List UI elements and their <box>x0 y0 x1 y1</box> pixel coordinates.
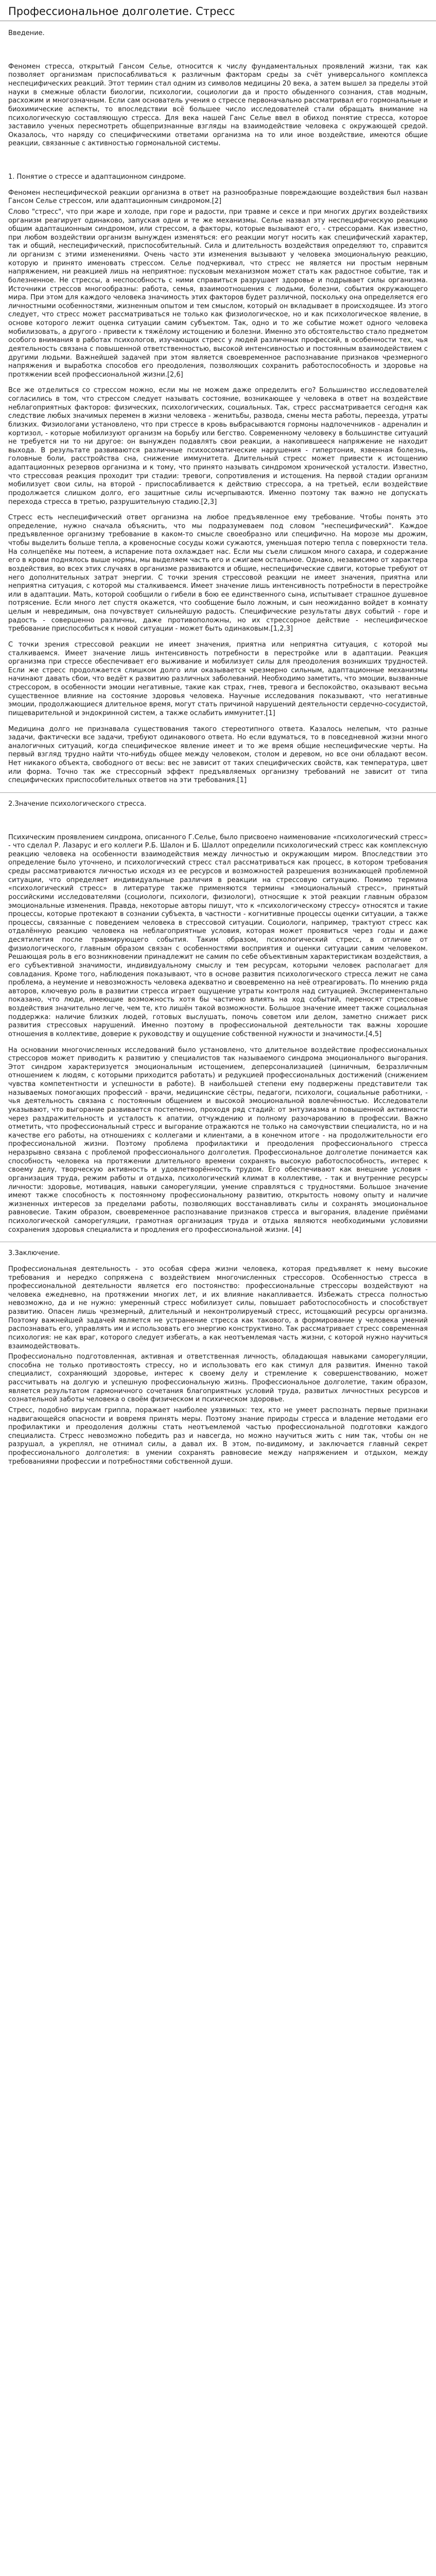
conclusion-paragraph: Профессионально подготовленная, активная и ответственная личность, обладающая навыками саморегуляции, способна не только противостоять стрессу, но и использовать его как стимул для развития. Именно такой специалист, сохраняющий здоровье, интерес к своему делу и стремление к совершенствованию, может рассчитывать на долгую и успешную профессиональную жизнь. Профессиональное долголетие, таким образом, является результатом гармоничного сочетания благоприятных условий труда, развитых личностных ресурсов и сознательной заботы человека о своём физическом и психическом здоровье. <box>8 1353 428 1404</box>
section1-paragraph: Феномен неспецифической реакции организма в ответ на разнообразные повреждающие воздействия был назван Гансом Селье стрессом, или адаптационным синдромом.[2] <box>8 189 428 206</box>
spacer <box>0 1242 436 1249</box>
spacer <box>0 506 436 514</box>
spacer <box>0 1039 436 1046</box>
spacer <box>0 718 436 725</box>
spacer <box>0 1234 436 1242</box>
section1-heading: 1. Понятие о стрессе и адаптационном синдроме. <box>8 173 186 181</box>
intro-heading: Введение. <box>8 29 45 38</box>
spacer <box>0 809 436 834</box>
spacer <box>0 182 436 189</box>
section2-heading: 2.Значение психологического стресса. <box>8 800 147 808</box>
spacer <box>0 379 436 386</box>
section1-paragraph: Стресс есть неспецифический ответ организма на любое предъявленное ему требование. Чтобы понять это определение, нужно сначала объяснить, что мы подразумеваем под словом "неспецифический". Каждое предъявленное организму требование в каком-то смысле своеобразно или специфично. На морозе мы дрожим, чтобы выделить больше тепла, а кровеносные сосуды кожи сужаются, уменьшая потерю тепла с поверхности тела. На солнцепёке мы потеем, а испарение пота охлаждает нас. Если мы съели слишком много сахара, и содержание его в крови поднялось выше нормы, мы выделяем часть его и сжигаем остальное. Однако, независимо от характера воздействия, во всех этих случаях в организме развиваются и общие, неспецифические сдвиги, которые требуют от него дополнительных затрат энергии. С точки зрения стрессовой реакции не имеет значения, приятна или неприятна ситуация, с которой мы сталкиваемся. Имеет значение лишь интенсивность потребности в перестройке или в адаптации. Мать, которой сообщили о гибели в бою ее единственного сына, испытывает страшное душевное потрясение. Если много лет спустя окажется, что сообщение было ложным, и сын неожиданно войдет в комнату целым и невредимым, она почувствует сильнейшую радость. Специфические результаты двух событий - горе и радость - совершенно различны, даже противоположны, но их стрессорное действие - неспецифическое требование приспособиться к новой ситуации - может быть одинаковым.[1,2,3] <box>8 514 428 633</box>
conclusion-paragraph: Профессиональная деятельность - это особая сфера жизни человека, которая предъявляет к нему высокие требования и нередко сопряжена с воздействием многочисленных стрессоров. Особенностью стресса в профессиональной деятельности является его постоянство: профессиональные стрессоры воздействуют на человека ежедневно, на протяжении многих лет, и их влияние накапливается. Избежать стресса полностью невозможно, да и не нужно: умеренный стресс мобилизует силы, повышает работоспособность и способствует развитию. Опасен лишь чрезмерный, длительный и неконтролируемый стресс, истощающий ресурсы организма. Поэтому важнейшей задачей является не устранение стресса как такового, а формирование у человека умений распознавать его, управлять им и использовать его энергию конструктивно. Так рассматривает стресс современная психология: не как враг, которого следует избегать, а как неотъемлемая часть жизни, с которой нужно научиться взаимодействовать. <box>8 1265 428 1350</box>
spacer <box>0 148 436 173</box>
conclusion-paragraph: Стресс, подобно вирусам гриппа, поражает наиболее уязвимых: тех, кто не умеет распознать первые признаки надвигающейся опасности и вовремя принять меры. Поэтому знание природы стресса и владение методами его профилактики и преодоления должны стать неотъемлемой частью профессиональной подготовки каждого специалиста. Стресс невозможно победить раз и навсегда, но можно научиться жить с ним так, чтобы он не разрушал, а укреплял, не отнимал силы, а давал их. В этом, по-видимому, и заключается главный секрет профессионального долголетия: в умении сохранять равновесие между напряжением и отдыхом, между требованиями профессии и потребностями собственной души. <box>8 1406 428 1466</box>
spacer <box>0 793 436 800</box>
section1-paragraph: Медицина долго не признавала существования такого стереотипного ответа. Казалось нелепым, что разные задачи, фактически все задачи, требуют одинакового ответа. Но если вдуматься, то в повседневной жизни много аналогичных ситуаций, когда специфическое явление имеет и то же время общие неспецифические черты. На первый взгляд трудно найти что-нибудь общее между человеком, столом и деревом, но все они обладают весом. Нет никакого объекта, свободного от весы: вес не зависит от таких специфических свойств, как температура, цвет или форма. Точно так же стрессорный эффект предъявляемых организму требований не зависит от типа специфических приспособительных ответов на эти требования.[1] <box>8 725 428 785</box>
spacer <box>0 634 436 641</box>
section1-paragraph: Все же отделиться со стрессом можно, если мы не можем даже определить его? Большинство исследователей согласились в том, что стрессом следует называть состояние, возникающее у человека в ответ на воздействие неблагоприятных факторов: физических, психологических, социальных. Так, стресс рассматривается сегодня как следствие любых значимых перемен в жизни человека - женитьбы, развода, смены места работы, переезда, утраты близких. Физиологами установлено, что при стрессе в кровь выбрасываются гормоны надпочечников - адреналин и кортизол, - которые мобилизуют организм на борьбу или бегство. Современному человеку в большинстве ситуаций не требуется ни то ни другое: он вынужден подавлять свои реакции, а накопившееся напряжение не находит выхода. В результате развиваются различные психосоматические нарушения - гипертония, язвенная болезнь, головные боли, расстройства сна, снижение иммунитета. Длительный стресс может привести к истощению адаптационных резервов организма и к тому, что принято называть синдромом хронической усталости. Известно, что стрессовая реакция проходит три стадии: тревоги, сопротивления и истощения. На первой стадии организм мобилизует свои силы, на второй - приспосабливается к действию стрессора, а на третьей, если воздействие продолжается слишком долго, его защитные силы исчерпываются. Именно поэтому так важно не допускать перехода стресса в третью, разрушительную стадию.[2,3] <box>8 386 428 506</box>
conclusion-heading: 3.Заключение. <box>8 1249 60 1258</box>
intro-paragraph: Феномен стресса, открытый Гансом Селье, относится к числу фундаментальных проявлений жизни, так как позволяет организмам приспосабливаться к различным факторам среды за счёт универсального комплекса неспецифических реакций. Этот термин стал одним из символов медицины 20 века, а затем вышел за пределы этой науки в смежные области биологии, психологии, социологии да и просто обыденного сознания, став модным, расхожим и многозначным. Если сам основатель учения о стрессе первоначально рассматривал его гормональные и биохимические аспекты, то впоследствии всё большее число исследователей стали обращать внимание на психологическую составляющую стресса. Для века нашей Ганс Селье ввел в обиход понятие стресса, которое заставило ученых пересмотреть общепризнанные взгляды на взаимодействие человека с окружающей средой. Оказалось, что наряду со специфическими ответами организма на то или иное воздействие, имеются общие реакции, связанные с активностью гормональной системы. <box>8 62 428 148</box>
document-title: Профессиональное долголетие. Стресс <box>8 5 235 18</box>
spacer <box>0 38 436 63</box>
section1-paragraph: С точки зрения стрессовой реакции не имеет значения, приятна или неприятна ситуация, с которой мы сталкиваемся. Имеет значение лишь интенсивность потребности в перестройке или в адаптации. Реакция организма при стрессе обеспечивает его выживание и мобилизует силы для преодоления возникших трудностей. Если же стресс продолжается слишком долго или оказывается чрезмерно сильным, адаптационные механизмы начинают давать сбои, что ведёт к развитию различных заболеваний. Необходимо заметить, что эмоции, вызванные стрессором, в особенности эмоции негативные, такие как страх, гнев, тревога и беспокойство, оказывают весьма существенное влияние на состояние здоровья человека. Научные исследования показывают, что негативные эмоции, продолжающиеся длительное время, могут стать причиной нарушений деятельности сердечно-сосудистой, пищеварительной и эндокринной систем, а также ослабить иммунитет.[1] <box>8 640 428 717</box>
spacer <box>0 1258 436 1265</box>
section2-paragraph: Психическим проявлением синдрома, описанного Г.Селье, было присвоено наименование «психологический стресс» - что сделал Р. Лазарус и его коллеги Р.Б. Шалон и Б. Шаллот определили психологический стресс как комплексную реакцию человека на особенности взаимодействия между личностью и окружающим миром. Впоследствии это определение было уточнено, и психологический стресс стал рассматриваться как процесс, в котором требования среды рассматриваются личностью исходя из ее ресурсов и возможностей разрешения возникающей проблемной ситуации, что определяет индивидуальные различия в реакции на стрессовую ситуацию. Помимо термина «психологический стресс» в литературе также применяются термины «эмоциональный стресс», принятый российскими исследователями (социологи, психологи, физиологи), относящие к этой реакции главным образом эмоциональные изменения. Правда, некоторые авторы пишут, что к «психологическому стрессу» относятся и такие процессы, которые протекают в сознании субъекта, в частности - когнитивные процессы оценки ситуации, а также процессы, связанные с поведением человека в стрессовой ситуации. Социологи, например, трактуют стресс как отдалённую реакцию человека на неблагоприятные условия, которая может проявиться через годы и даже десятилетия после травмирующего события. Таким образом, психологический стресс, в отличие от физиологического, главным образом связан с особенностями восприятия и оценки ситуации самим человеком. Решающая роль в его возникновении принадлежит не самим по себе объективным характеристикам воздействия, а его субъективной значимости, индивидуальному смыслу и тем ресурсам, которыми человек располагает для совладания. Кроме того, наблюдения показывают, что в основе развития психологического стресса лежит не сама проблема, а неумение и невозможность человека адекватно и своевременно на неё отреагировать. По мнению ряда авторов, ключевую роль в развитии стресса играет ощущение утраты контроля над ситуацией. Экспериментально показано, что люди, имеющие возможность хотя бы частично влиять на ход событий, переносят стрессовые воздействия значительно легче, чем те, кто лишён такой возможности. Большое значение имеет также социальная поддержка: наличие близких людей, готовых выслушать, помочь советом или делом, заметно снижает риск развития стрессовых нарушений. Именно поэтому в профессиональной деятельности так важны хорошие отношения в коллективе, доверие к руководству и ощущение собственной нужности и значимости.[4,5] <box>8 833 428 1038</box>
spacer <box>0 785 436 792</box>
section1-paragraph: Слово "стресс", что при жаре и холоде, при горе и радости, при травме и сексе и при многих других воздействиях организм реагирует одинаково, запуская одни и те же механизмы. Селье назвал эту неспецифическую реакцию общим адаптационным синдромом, или стрессом, а факторы, которые вызывают его, - стрессорами. Как известно, при любом воздействии организм вынужден изменяться: его реакции могут носить как специфический характер, так и общий, неспецифический, приспособительный. Сила и длительность воздействия определяют то, справится ли организм с этими изменениями. Очень часто эти изменения вызывают у человека эмоциональную реакцию, которую и принято именовать стрессом. Селье подчеркивал, что стресс не является ни простым нервным напряжением, ни реакцией лишь на неприятное: пусковым механизмом может стать как радостное событие, так и болезненное. Не стрессы, а неспособность с ними справиться разрушает здоровье и подрывает силы организма. Источники стрессов многообразны: работа, семья, взаимоотношения с людьми, болезни, события окружающего мира. При этом для каждого человека значимость этих факторов будет различной, поскольку она определяется его личностными особенностями, жизненным опытом и тем смыслом, который он вкладывает в происходящее. Из этого следует, что стресс может рассматриваться не только как физиологическое, но и как психологическое явление, в основе которого лежит оценка ситуации самим субъектом. Так, одно и то же событие может одного человека мобилизовать, а другого - привести к тяжёлому истощению и болезни. Именно это обстоятельство стало предметом особого внимания в работах психологов, изучающих стресс у людей различных профессий, в особенности тех, чья деятельность связана с повышенной ответственностью, высокой интенсивностью и постоянным взаимодействием с другими людьми. Важнейшей задачей при этом является своевременное распознавание признаков чрезмерного напряжения и выработка способов его преодоления, позволяющих сохранить работоспособность и здоровье на протяжении всей профессиональной жизни.[2,6] <box>8 208 428 379</box>
section2-paragraph: На основании многочисленных исследований было установлено, что длительное воздействие профессиональных стрессоров может приводить к развитию у специалистов так называемого синдрома эмоционального выгорания. Этот синдром характеризуется эмоциональным истощением, деперсонализацией (циничным, безразличным отношением к людям, с которыми приходится работать) и редукцией профессиональных достижений (снижением чувства компетентности и успешности в работе). В наибольшей степени ему подвержены представители так называемых помогающих профессий - врачи, медицинские сёстры, педагоги, психологи, социальные работники, - чья деятельность связана с постоянным общением и высокой эмоциональной вовлечённостью. Исследователи указывают, что выгорание развивается постепенно, проходя ряд стадий: от энтузиазма и повышенной активности через раздражительность и усталость к апатии, отчуждению и полному разочарованию в профессии. Важно отметить, что профессиональный стресс и выгорание отражаются не только на самочувствии специалиста, но и на качестве его работы, на отношениях с коллегами и клиентами, а в конечном итоге - на продолжительности его профессиональной жизни. Поэтому проблема профилактики и преодоления профессионального стресса неразрывно связана с проблемой профессионального долголетия. Профессиональное долголетие понимается как способность человека на протяжении длительного времени сохранять высокую работоспособность, интерес к своему делу, творческую активность и удовлетворённость трудом. Его обеспечивают как внешние условия - организация труда, режим работы и отдыха, психологический климат в коллективе, - так и внутренние ресурсы личности: здоровье, мотивация, навыки саморегуляции, умение справляться с трудностями. Большое значение имеют также способность к постоянному профессиональному развитию, открытость новому опыту и наличие жизненных интересов за пределами работы, позволяющих восстанавливать силы и сохранять эмоциональное равновесие. Таким образом, своевременное распознавание признаков стресса и выгорания, владение приёмами психологической саморегуляции, грамотная организация труда и отдыха являются необходимыми условиями сохранения здоровья специалиста и продления его профессиональной жизни. [4] <box>8 1046 428 1234</box>
